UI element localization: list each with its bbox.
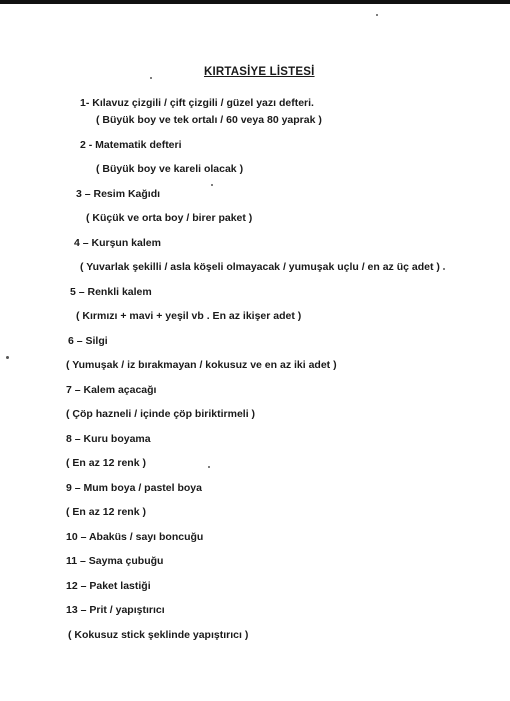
list-item-5-note: ( Kırmızı + mavi + yeşil vb . En az ikişer adet ) (76, 310, 302, 322)
scan-speck (208, 466, 210, 468)
list-item-13: 13 – Prit / yapıştırıcı (66, 604, 165, 616)
list-item-2: 2 - Matematik defteri (80, 139, 182, 151)
scan-speck (376, 14, 378, 16)
list-item-8: 8 – Kuru boyama (66, 433, 151, 445)
scan-speck (6, 356, 9, 359)
list-item-8-note: ( En az 12 renk ) (66, 457, 146, 469)
list-item-9: 9 – Mum boya / pastel boya (66, 482, 202, 494)
list-item-12: 12 – Paket lastiği (66, 580, 151, 592)
list-item-4-note: ( Yuvarlak şekilli / asla köşeli olmayacak / yumuşak uçlu / en az üç adet ) (80, 261, 440, 273)
list-item-9-note: ( En az 12 renk ) (66, 506, 146, 518)
list-item-1-note: ( Büyük boy ve tek ortalı / 60 veya 80 yaprak ) (96, 114, 322, 126)
list-item-7: 7 – Kalem açacağı (66, 384, 157, 396)
scan-edge (0, 0, 510, 4)
list-item-3-note: ( Küçük ve orta boy / birer paket ) (86, 212, 253, 224)
list-item-4: 4 – Kurşun kalem (74, 237, 161, 249)
list-item-1: 1- Kılavuz çizgili / çift çizgili / güzel yazı defteri. (80, 97, 314, 109)
list-item-13-note: ( Kokusuz stick şeklinde yapıştırıcı ) (68, 629, 249, 641)
scan-speck (443, 268, 445, 270)
list-item-5: 5 – Renkli kalem (70, 286, 152, 298)
list-item-7-note: ( Çöp hazneli / içinde çöp biriktirmeli ) (66, 408, 256, 420)
scan-speck (150, 77, 152, 79)
list-item-11: 11 – Sayma çubuğu (66, 555, 164, 567)
page-title: KIRTASİYE LİSTESİ (204, 66, 315, 78)
list-item-10: 10 – Abaküs / sayı boncuğu (66, 531, 204, 543)
scan-speck (211, 184, 213, 186)
list-item-6-note: ( Yumuşak / iz bırakmayan / kokusuz ve en az iki adet ) (66, 359, 337, 371)
list-item-2-note: ( Büyük boy ve kareli olacak ) (96, 163, 244, 175)
list-item-6: 6 – Silgi (68, 335, 108, 347)
list-item-3: 3 – Resim Kağıdı (76, 188, 161, 200)
